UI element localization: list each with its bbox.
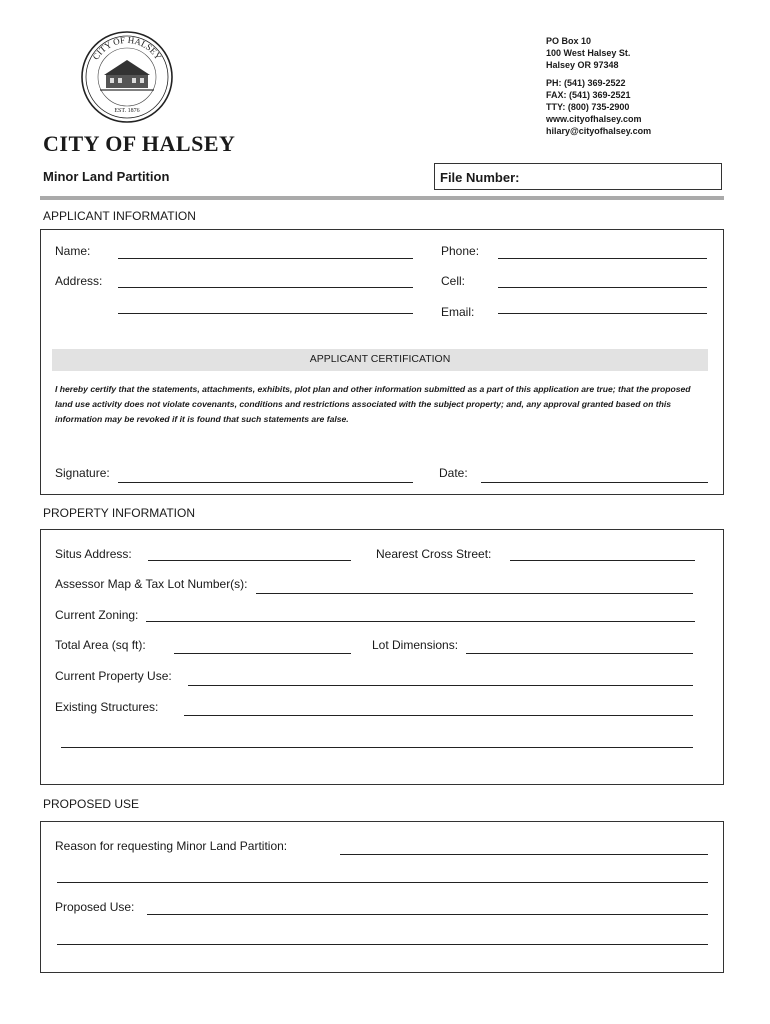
structures-label: Existing Structures: [55,700,159,714]
zoning-field[interactable] [146,621,695,622]
contact-block [546,35,651,137]
tty-number: TTY: (800) 735-2900 [546,102,630,112]
lot-dimensions-label: Lot Dimensions: [372,638,459,652]
structures-field-1[interactable] [184,715,693,716]
contact-email: hilary@cityofhalsey.com [546,126,652,136]
property-use-field[interactable] [188,685,693,686]
city-name: CITY OF HALSEY [43,131,236,156]
city-state: Halsey OR 97348 [546,60,619,70]
street-address: 100 West Halsey St. [546,48,631,58]
phone-number: PH: (541) 369-2522 [546,78,626,88]
cell-label: Cell: [441,274,466,288]
total-area-label: Total Area (sq ft): [55,638,146,652]
cross-street-label: Nearest Cross Street: [376,547,492,561]
phone-label: Phone: [441,244,480,258]
signature-label: Signature: [55,466,110,480]
email-label: Email: [441,305,475,319]
applicant-section-title: APPLICANT INFORMATION [43,209,196,223]
certification-title: APPLICANT CERTIFICATION [309,353,451,365]
date-label: Date: [439,466,468,480]
po-box: PO Box 10 [546,36,592,46]
zoning-label: Current Zoning: [55,608,139,622]
property-section-title: PROPERTY INFORMATION [43,506,196,520]
proposed-section-title: PROPOSED USE [43,797,140,811]
date-field[interactable] [481,482,708,483]
name-field[interactable] [118,258,413,259]
cross-street-field[interactable] [510,560,695,561]
structures-field-2[interactable] [61,747,693,748]
fax-number: FAX: (541) 369-2521 [546,90,631,100]
situs-address-label: Situs Address: [55,547,132,561]
signature-field[interactable] [118,482,413,483]
certification-text: I hereby certify that the statements, attachments, exhibits, plot plan and other information submitted as a part of this application are true; that the proposed land use activity does not violate covenants, conditions and restrictions associated with the subject property; and, any approval granted based on this information may be revoked if it is found that such statements are false. [55,384,691,424]
address-field-1[interactable] [118,287,413,288]
assessor-label: Assessor Map & Tax Lot Number(s): [55,577,248,591]
property-use-label: Current Property Use: [55,669,172,683]
total-area-field[interactable] [174,653,351,654]
reason-field-1[interactable] [340,854,708,855]
file-number-label: File Number: [440,170,520,185]
assessor-field[interactable] [256,593,693,594]
phone-field[interactable] [498,258,707,259]
address-label: Address: [55,274,103,288]
svg-text:CITY OF HALSEY: CITY OF HALSEY [90,34,164,62]
cell-field[interactable] [498,287,707,288]
proposed-use-field-1[interactable] [147,914,708,915]
reason-label: Reason for requesting Minor Land Partition: [55,839,288,853]
situs-address-field[interactable] [148,560,351,561]
svg-text:EST. 1876: EST. 1876 [114,108,140,114]
header-divider [40,196,724,200]
name-label: Name: [55,244,91,258]
reason-field-2[interactable] [57,882,708,883]
website: www.cityofhalsey.com [546,114,642,124]
city-seal-logo [80,30,174,124]
form-title: Minor Land Partition [43,169,170,184]
email-field[interactable] [498,313,707,314]
proposed-use-label: Proposed Use: [55,900,135,914]
address-field-2[interactable] [118,313,413,314]
lot-dimensions-field[interactable] [466,653,693,654]
proposed-use-field-2[interactable] [57,944,708,945]
